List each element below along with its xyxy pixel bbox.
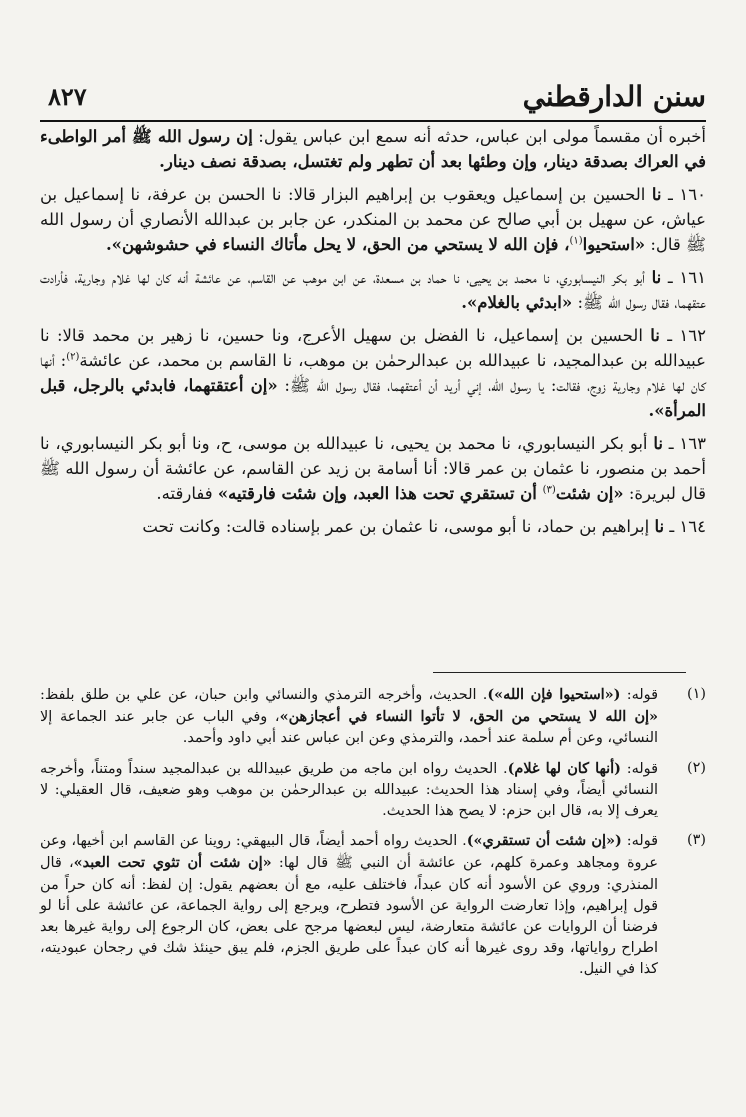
paragraph-hadith-160 — [40, 182, 706, 257]
footnote-3 — [40, 830, 706, 980]
text-span-bold: (أنها كان لها غلام) — [507, 759, 621, 777]
text-span-bold: «إن شئت أن تثوي تحت العبد» — [73, 854, 272, 872]
text-span: . الحديث، وأخرجه الترمذي والنسائي وابن حبان، عن علي بن طلق بلفظ: — [40, 687, 488, 703]
text-span-bold: («إن شئت أن تستقري») — [466, 832, 622, 850]
footnote-number: (٣) — [687, 832, 706, 849]
book-title: سنن الدارقطني — [522, 80, 706, 113]
main-text — [40, 124, 706, 547]
paragraph-hadith-163 — [40, 431, 706, 506]
paragraph-hadith-162 — [40, 323, 706, 423]
footnote-ref: (١) — [569, 235, 583, 247]
text-span-bold: «إن الله لا يستحي من الحق، لا تأتوا النساء في أعجازهن» — [279, 708, 658, 726]
text-span: ففارقته. — [156, 484, 218, 503]
text-span-bold: نا — [654, 517, 665, 536]
text-span-bold: نا — [653, 434, 663, 453]
footnotes — [40, 684, 706, 989]
text-span: أبو بكر النيسابوري، نا محمد بن يحيى، نا حماد بن مسعدة، عن ابن موهب عن القاسم، عن عائشة أنه كان لها غلام وجارية، فأرادت عتقهما، فقال رسول الله ﷺ: — [40, 268, 706, 312]
page-number: ٨٢٧ — [48, 82, 87, 111]
text-span-bold: «ابدئي بالغلام». — [461, 293, 573, 312]
text-span: ، قال المنذري: وروي عن الأسود أنه كان عبداً، فاختلف عليه، مع أن بعضهم يقول: إن لفظ: أنه كان حراً من قول إبراهيم، وإذا تعارضت الرواية عن الأسود فتطرح، ويرجع إلى رواية الجماعة، عن عائشة على أنا لو فرضنا أن الروايات عن عائشة متعارضة، ليس لبعضها مرجح على بعض، كان الرجوع إلى رواية غيرها بعد اطراح رواياتها، وقد روى غيرها أنه كان عبداً على طريق الجزم، فلم يبق حينئذ شك في رجحان عبوديته، كذا في النيل. — [40, 855, 658, 978]
text-span: قوله: — [621, 833, 659, 850]
footnote-number: (١) — [687, 686, 706, 702]
footnote-2 — [40, 758, 706, 823]
hadith-number: ١٦١ ـ — [661, 268, 706, 287]
footnote-ref: (٣) — [542, 484, 556, 496]
text-span: قوله: — [620, 687, 658, 703]
hadith-number: ١٦٢ ـ — [659, 326, 706, 345]
text-span-bold: نا — [651, 268, 662, 287]
hadith-number: ١٦٣ ـ — [662, 434, 706, 453]
text-span: إبراهيم بن حماد، نا أبو موسى، نا عثمان بن عمر بإسناده قالت: وكانت تحت — [142, 517, 655, 536]
text-span: . الحديث رواه أحمد أيضاً، قال البيهقي: روينا عن القاسم ابن أخيها، وعن عروة ومجاهد وعمرة كلهم، عن عائشة أن النبي ﷺ قال لها: — [40, 833, 658, 872]
text-span: الحسين بن إسماعيل ويعقوب بن إبراهيم البزار قالا: نا الحسن بن عرفة، نا إسماعيل بن عياش، عن سهيل بن أبي صالح عن محمد بن المنكدر، عن جابر بن عبدالله الأنصاري أن رسول الله ﷺ قال: — [40, 185, 706, 254]
footnote-number: (٢) — [687, 759, 706, 776]
text-span-bold: نا — [650, 326, 660, 345]
paragraph-intro — [40, 124, 706, 174]
hadith-number: ١٦٤ ـ — [664, 517, 706, 536]
header-rule — [40, 120, 706, 122]
paragraph-hadith-161 — [40, 265, 706, 315]
page-header — [40, 62, 706, 118]
text-span-bold: ، فإن الله لا يستحي من الحق، لا يحل مأتاك النساء في حشوشهن». — [105, 235, 570, 254]
text-span-bold: «استحيوا — [582, 235, 646, 254]
text-span: قوله: — [621, 760, 658, 777]
footnote-rule — [433, 672, 686, 673]
text-span-bold: إن رسول الله ﷺ أمر الواطىء في العراك بصدقة دينار، وإن وطئها بعد أن تطهر ولم تغتسل، بصدقة نصف دينار. — [40, 127, 706, 171]
footnote-1 — [40, 684, 706, 750]
text-span-bold: («استحيوا فإن الله») — [487, 686, 621, 703]
text-span-bold: أن تستقري تحت هذا العبد، وإن شئت فارقتيه» — [217, 484, 543, 503]
text-span-bold: نا — [651, 185, 662, 204]
text-span: أخبره أن مقسماً مولى ابن عباس، حدثه أنه سمع ابن عباس يقول: — [252, 127, 706, 146]
text-span: الحسين بن إسماعيل، نا الفضل بن سهيل الأعرج، ونا حسين، نا زهير بن محمد قالا: نا عبيدالله بن عبدالمجيد، نا عبيدالله بن عبدالرحمٰن بن موهب، نا القاسم بن محمد، عن عائشة — [40, 326, 706, 370]
footnote-ref: (٢) — [66, 351, 80, 363]
text-span-bold: «إن أعتقتهما، فابدئي بالرجل، قبل المرأة». — [40, 376, 706, 420]
paragraph-hadith-164 — [40, 514, 706, 539]
text-span: أبو بكر النيسابوري، نا محمد بن يحيى، نا عبيدالله بن موسى، ح، ونا أبو بكر النيسابوري، نا أحمد بن منصور، نا عثمان بن عمر قالا: أنا أسامة بن زيد عن القاسم، عن عائشة أن رسول الله ﷺ قال لبريرة: — [40, 434, 706, 503]
text-span: . الحديث رواه ابن ماجه من طريق عبيدالله بن عبدالمجيد سنداً ومتناً، وأخرجه النسائي أيضاً، وفي إسناد هذا الحديث: عبيدالله بن عبدالرحمٰن بن موهب وهو ضعيف، قال العقيلي: لا يعرف إلا به، قال ابن حزم: لا يصح هذا الحديث. — [40, 760, 658, 820]
text-span: ، وفي الباب عن جابر عند الجماعة إلا النسائي، وعن أم سلمة عند أحمد، والترمذي وعن ابن عباس عند أبي داود وأحمد. — [40, 709, 658, 747]
hadith-number: ١٦٠ ـ — [661, 185, 706, 204]
text-span: : أنها كان لها غلام وجارية زوج، فقالت: يا رسول الله، إني أريد أن أعتقهما، فقال رسول الله ﷺ: — [40, 351, 706, 395]
text-span-bold: «إن شئت — [555, 484, 624, 503]
